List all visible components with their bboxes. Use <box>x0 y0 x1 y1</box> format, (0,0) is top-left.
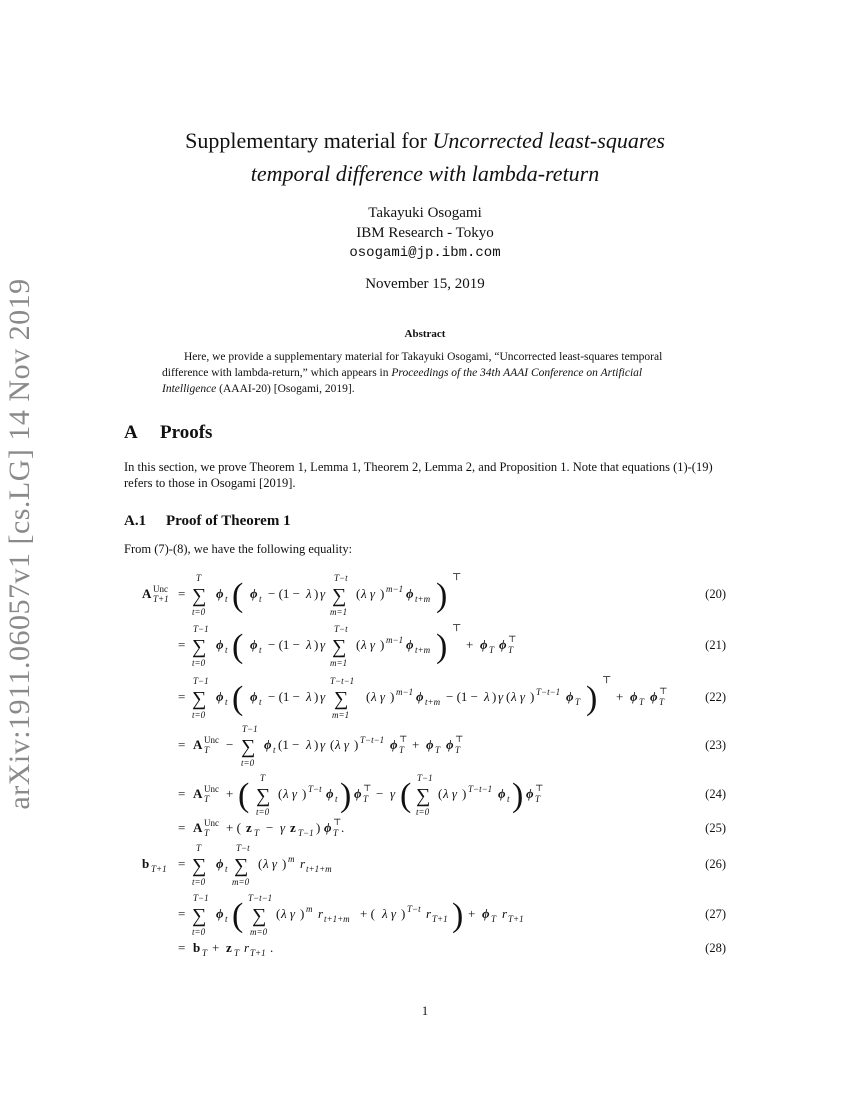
title-prefix: Supplementary material for <box>185 128 433 153</box>
svg-text:.: . <box>341 820 345 835</box>
equation-26 <box>142 843 332 887</box>
svg-text:T: T <box>202 948 208 958</box>
svg-text:⊤: ⊤ <box>535 783 544 793</box>
svg-text:m−1: m−1 <box>386 584 404 594</box>
svg-text:T−t: T−t <box>308 784 322 794</box>
svg-text:(: ( <box>366 689 371 704</box>
svg-text:A: A <box>193 820 203 835</box>
svg-text:): ) <box>390 689 395 704</box>
svg-text:(: ( <box>356 586 361 601</box>
svg-text:(: ( <box>232 897 244 934</box>
svg-text:(: ( <box>506 689 511 704</box>
svg-text:λ γ: λ γ <box>443 786 458 801</box>
svg-text:ϕ: ϕ <box>480 637 488 652</box>
svg-text:ϕ: ϕ <box>216 586 224 601</box>
svg-text:T: T <box>659 697 665 707</box>
svg-text:ϕ: ϕ <box>406 637 414 652</box>
svg-text:ϕ: ϕ <box>354 786 362 801</box>
svg-text:− (1 −: − (1 − <box>446 689 478 704</box>
svg-text:T+1: T+1 <box>153 594 169 604</box>
svg-text:r: r <box>318 906 324 921</box>
svg-text:ϕ: ϕ <box>250 637 258 652</box>
svg-text:t: t <box>335 794 338 804</box>
svg-text:(1 −: (1 − <box>278 737 300 752</box>
svg-text:T: T <box>363 794 369 804</box>
svg-text:): ) <box>586 680 598 717</box>
svg-text:∑: ∑ <box>192 688 207 710</box>
svg-text:t: t <box>225 697 228 707</box>
svg-text:): ) <box>316 820 321 835</box>
svg-text:T: T <box>639 697 645 707</box>
svg-text:): ) <box>380 637 385 652</box>
svg-text:t: t <box>225 645 228 655</box>
svg-text:−: − <box>266 820 274 835</box>
svg-text:(: ( <box>238 777 250 814</box>
svg-text:T: T <box>234 948 240 958</box>
svg-text:∑: ∑ <box>192 636 207 658</box>
author-email[interactable]: osogami@jp.ibm.com <box>349 245 501 261</box>
svg-text:z: z <box>246 820 252 835</box>
svg-text:): ) <box>512 777 524 814</box>
svg-text:+ (: + ( <box>360 906 375 921</box>
svg-text:A: A <box>193 737 203 752</box>
svg-text:t=0: t=0 <box>192 710 206 720</box>
section-title: Proofs <box>160 422 213 443</box>
svg-text:∑: ∑ <box>416 785 431 807</box>
svg-text:): ) <box>314 637 319 652</box>
svg-text:ϕ: ϕ <box>406 586 414 601</box>
svg-text:): ) <box>401 906 406 921</box>
svg-text:(: ( <box>278 786 283 801</box>
svg-text:m−1: m−1 <box>386 635 404 645</box>
equation-number-26: (26) <box>705 857 726 871</box>
svg-text:γ: γ <box>280 820 286 835</box>
svg-text:ϕ: ϕ <box>326 786 334 801</box>
svg-text:=: = <box>178 737 186 752</box>
svg-text:=: = <box>178 586 186 601</box>
svg-text:): ) <box>300 906 305 921</box>
svg-text:(: ( <box>232 628 244 665</box>
svg-text:(: ( <box>232 680 244 717</box>
svg-text:ϕ: ϕ <box>250 689 258 704</box>
svg-text:ϕ: ϕ <box>446 737 454 752</box>
svg-text:⊤: ⊤ <box>333 817 342 827</box>
svg-text:t: t <box>259 594 262 604</box>
svg-text:ϕ: ϕ <box>216 906 224 921</box>
svg-text:): ) <box>354 737 359 752</box>
svg-text:T−t−1: T−t−1 <box>536 687 561 697</box>
svg-text:ϕ: ϕ <box>250 586 258 601</box>
svg-text:A: A <box>193 786 203 801</box>
svg-text:Unc: Unc <box>153 584 168 594</box>
svg-text:m: m <box>306 904 313 914</box>
equation-21 <box>178 623 516 668</box>
svg-text:T−t−1: T−t−1 <box>468 784 493 794</box>
svg-text:+: + <box>468 906 476 921</box>
svg-text:A: A <box>142 586 152 601</box>
svg-text:T: T <box>508 645 514 655</box>
svg-text:ϕ: ϕ <box>216 689 224 704</box>
svg-text:m=0: m=0 <box>250 927 268 937</box>
svg-text:Unc: Unc <box>204 818 219 828</box>
author-block <box>0 203 850 263</box>
svg-text:T−t: T−t <box>407 904 421 914</box>
svg-text:=: = <box>178 820 186 835</box>
svg-text:t+1+m: t+1+m <box>324 914 350 924</box>
svg-text:⊤: ⊤ <box>399 734 408 744</box>
svg-text:T: T <box>204 794 210 804</box>
svg-text:(: ( <box>330 737 335 752</box>
svg-text:Unc: Unc <box>204 735 219 745</box>
equation-number-28: (28) <box>705 941 726 955</box>
svg-text:m−1: m−1 <box>396 687 414 697</box>
svg-text:(: ( <box>276 906 281 921</box>
svg-text:∑: ∑ <box>234 855 249 877</box>
svg-text:∑: ∑ <box>192 905 207 927</box>
svg-text:ϕ: ϕ <box>416 689 424 704</box>
svg-text:λ γ: λ γ <box>283 786 298 801</box>
subsection-title: Proof of Theorem 1 <box>166 513 291 529</box>
svg-text:ϕ: ϕ <box>216 637 224 652</box>
svg-text:T+1: T+1 <box>250 948 266 958</box>
svg-text:T: T <box>196 573 202 583</box>
svg-text:t=0: t=0 <box>192 607 206 617</box>
svg-text:m=1: m=1 <box>330 658 348 668</box>
svg-text:t: t <box>225 594 228 604</box>
svg-text:γ: γ <box>498 689 504 704</box>
svg-text:t=0: t=0 <box>192 658 206 668</box>
equation-24 <box>178 773 543 817</box>
svg-text:ϕ: ϕ <box>324 820 332 835</box>
svg-text:∑: ∑ <box>332 636 347 658</box>
svg-text:∑: ∑ <box>252 905 267 927</box>
svg-text:t=0: t=0 <box>192 927 206 937</box>
svg-text:+: + <box>412 737 420 752</box>
arxiv-stamp: arXiv:1911.06057v1 [cs.LG] 14 Nov 2019 <box>3 278 36 810</box>
paper-date: November 15, 2019 <box>365 276 485 292</box>
svg-text:⊤: ⊤ <box>508 634 517 644</box>
svg-text:T+1: T+1 <box>432 914 448 924</box>
svg-text:− (1 −: − (1 − <box>268 637 300 652</box>
equation-number-24: (24) <box>705 787 726 801</box>
svg-text:λ: λ <box>306 637 312 652</box>
svg-text:): ) <box>340 777 352 814</box>
svg-text:λ γ: λ γ <box>335 737 350 752</box>
equation-20 <box>142 572 461 617</box>
svg-text:T: T <box>204 828 210 838</box>
svg-text:r: r <box>244 940 250 955</box>
paper-title <box>0 124 850 190</box>
svg-text:− (1 −: − (1 − <box>268 586 300 601</box>
svg-text:t=0: t=0 <box>256 807 270 817</box>
equation-27 <box>178 893 524 937</box>
svg-text:(: ( <box>400 777 412 814</box>
svg-text:): ) <box>314 586 319 601</box>
equation-23 <box>178 724 463 768</box>
svg-text:t: t <box>507 794 510 804</box>
svg-text:λ γ: λ γ <box>371 689 386 704</box>
svg-text:∑: ∑ <box>192 855 207 877</box>
svg-text:ϕ: ϕ <box>216 856 224 871</box>
svg-text:T: T <box>491 914 497 924</box>
svg-text:γ: γ <box>320 689 326 704</box>
svg-text:∑: ∑ <box>334 688 349 710</box>
svg-text:λ: λ <box>306 737 312 752</box>
author-affiliation: IBM Research - Tokyo <box>356 225 494 241</box>
svg-text:ϕ: ϕ <box>566 689 574 704</box>
equation-22 <box>178 675 667 720</box>
svg-text:t: t <box>259 697 262 707</box>
svg-text:): ) <box>302 786 307 801</box>
svg-text:T−1: T−1 <box>193 676 209 686</box>
svg-text:): ) <box>314 737 319 752</box>
svg-text:T−t: T−t <box>334 573 348 583</box>
svg-text:+: + <box>226 786 234 801</box>
svg-text:(: ( <box>258 856 263 871</box>
svg-text:γ: γ <box>320 737 326 752</box>
svg-text:): ) <box>462 786 467 801</box>
svg-text:t+1+m: t+1+m <box>306 864 332 874</box>
svg-text:⊤: ⊤ <box>452 572 462 583</box>
subsection-intro: From (7)-(8), we have the following equality: <box>124 542 353 556</box>
svg-text:T−t: T−t <box>334 624 348 634</box>
svg-text:=: = <box>178 940 186 955</box>
svg-text:t=0: t=0 <box>241 758 255 768</box>
abstract-heading: Abstract <box>404 328 446 340</box>
svg-text:T−t: T−t <box>236 843 250 853</box>
svg-text:T: T <box>196 843 202 853</box>
svg-text:t+m: t+m <box>415 594 431 604</box>
svg-text:(: ( <box>438 786 443 801</box>
svg-text:): ) <box>282 856 287 871</box>
svg-text:): ) <box>380 586 385 601</box>
svg-text:r: r <box>502 906 508 921</box>
svg-text:=: = <box>178 637 186 652</box>
svg-text:T: T <box>254 828 260 838</box>
equation-number-20: (20) <box>705 587 726 601</box>
svg-text:(: ( <box>356 637 361 652</box>
svg-text:t: t <box>225 864 228 874</box>
svg-text:=: = <box>178 906 186 921</box>
svg-text:T: T <box>333 828 339 838</box>
svg-text:t: t <box>273 745 276 755</box>
equation-number-22: (22) <box>705 690 726 704</box>
svg-text:⊤: ⊤ <box>659 686 668 696</box>
svg-text:−: − <box>226 737 234 752</box>
svg-text:T: T <box>535 794 541 804</box>
svg-text:⊤: ⊤ <box>455 734 464 744</box>
svg-text:m=0: m=0 <box>232 877 250 887</box>
svg-text:ϕ: ϕ <box>526 786 534 801</box>
svg-text:): ) <box>314 689 319 704</box>
svg-text:⊤: ⊤ <box>602 675 612 686</box>
svg-text:λ γ: λ γ <box>382 906 397 921</box>
svg-text:): ) <box>530 689 535 704</box>
svg-text:T−1: T−1 <box>298 828 314 838</box>
svg-text:m=1: m=1 <box>332 710 350 720</box>
svg-text:t: t <box>259 645 262 655</box>
svg-text:t: t <box>225 914 228 924</box>
section-heading <box>124 422 212 444</box>
svg-text:): ) <box>492 689 497 704</box>
svg-text:λ: λ <box>484 689 490 704</box>
svg-text:∑: ∑ <box>241 736 256 758</box>
svg-text:T−1: T−1 <box>417 773 433 783</box>
subsection-number: A.1 <box>124 513 147 529</box>
svg-text:z: z <box>290 820 296 835</box>
equation-number-21: (21) <box>705 638 726 652</box>
svg-text:T+1: T+1 <box>151 864 167 874</box>
svg-text:∑: ∑ <box>256 785 271 807</box>
section-intro: In this section, we prove Theorem 1, Lemma 1, Theorem 2, Lemma 2, and Proposition 1. Note that equations (1)-(19) refers to those in Osogami [2019]. <box>124 460 713 490</box>
svg-text:λ: λ <box>306 689 312 704</box>
abstract-text-2: (AAAI-20) [Osogami, 2019]. <box>216 383 355 395</box>
svg-text:): ) <box>436 577 448 614</box>
svg-text:=: = <box>178 856 186 871</box>
svg-text:T: T <box>260 773 266 783</box>
svg-text:T−1: T−1 <box>193 893 209 903</box>
svg-text:∑: ∑ <box>192 585 207 607</box>
svg-text:z: z <box>226 940 232 955</box>
svg-text:T: T <box>575 697 581 707</box>
equation-number-25: (25) <box>705 821 726 835</box>
abstract-text-italic: Proceedings of the 34th AAAI Conference on Artificial Intelligence <box>162 367 643 395</box>
svg-text:T−1: T−1 <box>242 724 258 734</box>
svg-text:.: . <box>270 940 274 955</box>
svg-text:ϕ: ϕ <box>482 906 490 921</box>
svg-text:T: T <box>455 745 461 755</box>
equation-number-23: (23) <box>705 738 726 752</box>
svg-text:b: b <box>142 856 150 871</box>
svg-text:r: r <box>300 856 306 871</box>
svg-text:+ (: + ( <box>226 820 241 835</box>
svg-text:ϕ: ϕ <box>630 689 638 704</box>
svg-text:λ γ: λ γ <box>511 689 526 704</box>
svg-text:=: = <box>178 689 186 704</box>
svg-text:r: r <box>426 906 432 921</box>
svg-text:T: T <box>435 745 441 755</box>
title-italic-line1: Uncorrected least-squares <box>432 128 665 153</box>
svg-text:t=0: t=0 <box>416 807 430 817</box>
svg-text:ϕ: ϕ <box>498 786 506 801</box>
title-italic-line2: temporal difference with lambda-return <box>250 161 600 186</box>
svg-text:ϕ: ϕ <box>499 637 507 652</box>
svg-text:=: = <box>178 786 186 801</box>
svg-text:T: T <box>204 745 210 755</box>
svg-text:ϕ: ϕ <box>650 689 658 704</box>
equation-28 <box>178 940 273 958</box>
abstract-text <box>162 349 690 397</box>
equation-number-27: (27) <box>705 907 726 921</box>
svg-text:): ) <box>436 628 448 665</box>
svg-text:t=0: t=0 <box>192 877 206 887</box>
svg-text:m: m <box>288 854 295 864</box>
svg-text:γ: γ <box>390 786 396 801</box>
svg-text:⊤: ⊤ <box>452 623 462 634</box>
svg-text:∑: ∑ <box>332 585 347 607</box>
svg-text:λ γ: λ γ <box>281 906 296 921</box>
svg-text:T: T <box>489 645 495 655</box>
subsection-heading <box>124 513 291 530</box>
svg-text:T−t−1: T−t−1 <box>248 893 273 903</box>
page-number: 1 <box>421 1004 429 1018</box>
svg-text:− (1 −: − (1 − <box>268 689 300 704</box>
svg-text:γ: γ <box>320 586 326 601</box>
svg-text:Unc: Unc <box>204 784 219 794</box>
svg-text:λ γ: λ γ <box>361 637 376 652</box>
svg-text:T: T <box>399 745 405 755</box>
svg-text:T−1: T−1 <box>193 624 209 634</box>
author-name: Takayuki Osogami <box>368 205 482 221</box>
section-number: A <box>124 422 138 443</box>
abstract-text-1: Here, we provide a supplementary material for Takayuki Osogami, “Uncorrected least-squares temporal difference with lambda-return,” which appears in <box>162 351 663 379</box>
svg-text:ϕ: ϕ <box>390 737 398 752</box>
svg-text:t+m: t+m <box>425 697 441 707</box>
svg-text:(: ( <box>232 577 244 614</box>
svg-text:b: b <box>193 940 201 955</box>
svg-text:+: + <box>212 940 220 955</box>
svg-text:+: + <box>466 637 474 652</box>
svg-text:m=1: m=1 <box>330 607 348 617</box>
svg-text:−: − <box>376 786 384 801</box>
svg-text:T−t−1: T−t−1 <box>330 676 355 686</box>
svg-text:T+1: T+1 <box>508 914 524 924</box>
svg-text:T−t−1: T−t−1 <box>360 735 385 745</box>
svg-text:ϕ: ϕ <box>264 737 272 752</box>
svg-text:λ: λ <box>306 586 312 601</box>
svg-text:+: + <box>616 689 624 704</box>
svg-text:γ: γ <box>320 637 326 652</box>
svg-text:λ γ: λ γ <box>361 586 376 601</box>
svg-text:): ) <box>452 897 464 934</box>
svg-text:t+m: t+m <box>415 645 431 655</box>
equation-25 <box>178 817 344 838</box>
svg-text:ϕ: ϕ <box>426 737 434 752</box>
svg-text:λ γ: λ γ <box>263 856 278 871</box>
svg-text:⊤: ⊤ <box>363 783 372 793</box>
